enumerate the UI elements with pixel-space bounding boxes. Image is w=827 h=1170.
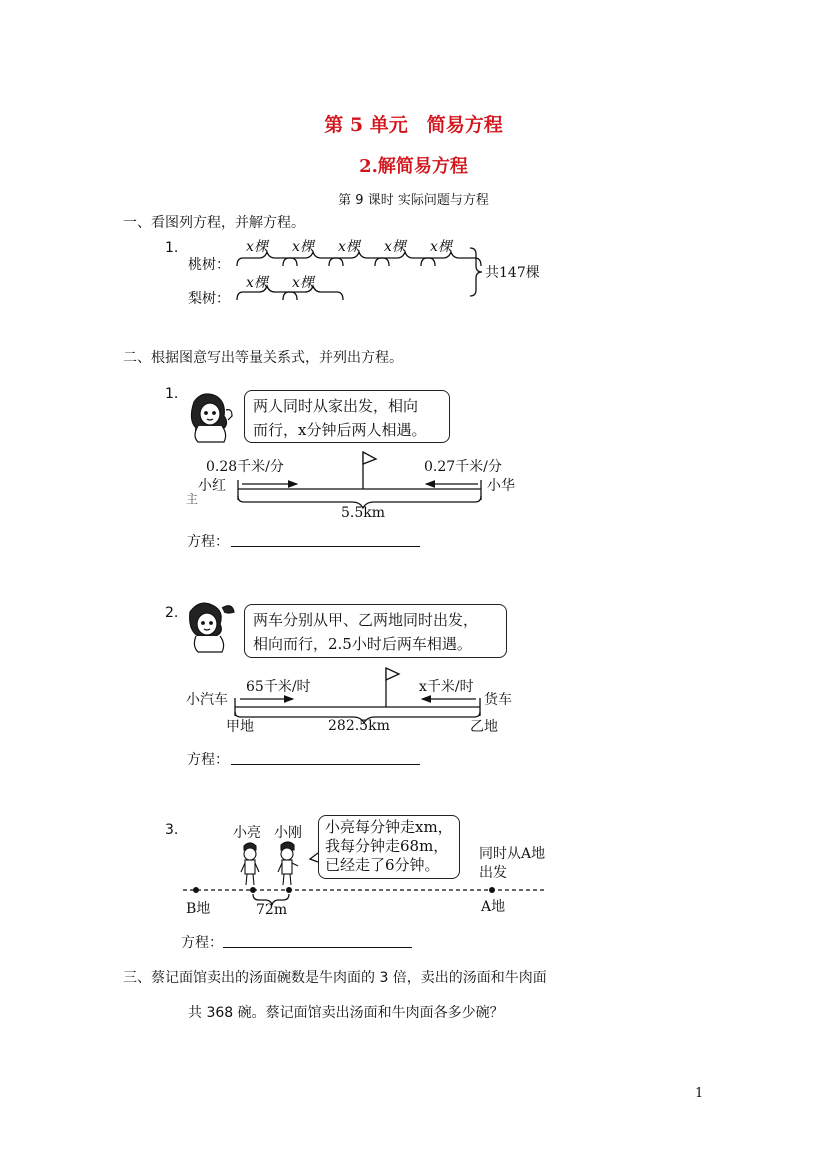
brace-segment [237,252,297,266]
s2-q2-number: 2. [165,605,179,621]
right-place-label: A地 [481,899,506,915]
peach-segment-label: x棵 [246,239,268,255]
peach-segment-label: x棵 [292,239,314,255]
equation-label: 方程： [181,935,223,951]
pear-segment-label: x棵 [292,275,314,291]
unit-title: 第 5 单元 简易方程 [324,114,503,136]
peach-segment-label: x棵 [430,239,452,255]
peach-brace-row [237,252,481,266]
speech-line: 相向而行，2.5小时后两车相遇。 [253,635,472,653]
point-a [489,887,495,893]
peach-segment-label: x棵 [338,239,360,255]
section-2-heading: 二、根据图意写出等量关系式，并列出方程。 [123,350,403,366]
boy-icon [278,842,298,885]
lesson-subtitle: 第 9 课时 实际问题与方程 [338,193,489,208]
section-3-line1: 三、蔡记面馆卖出的汤面碗数是牛肉面的 3 倍，卖出的汤面和牛肉面 [123,970,547,986]
note-line: 出发 [479,865,507,881]
brace-segment [237,286,297,300]
speech-line: 而行，x分钟后两人相遇。 [253,421,427,439]
right-place-label: 乙地 [470,719,498,735]
person-name-label: 小亮 [233,825,261,841]
total-trees-label: 共147棵 [485,265,540,281]
girl-icon [191,394,232,442]
s2-q1-number: 1. [165,386,179,402]
right-person-label: 小华 [487,478,515,494]
right-speed-label: 0.27千米/分 [424,459,502,475]
s2-q3-number: 3. [165,822,179,838]
girl-icon [190,603,234,652]
brace-segment [329,252,389,266]
page-number: 1 [695,1086,704,1101]
left-vehicle-label: 小汽车 [186,692,228,708]
brace-segment [375,252,435,266]
total-brace [470,248,482,296]
pear-tree-label: 梨树： [188,291,230,307]
point-xiaoliang [250,887,256,893]
speech-line: 小亮每分钟走xm， [325,818,453,836]
s1-q1-number: 1. [165,240,179,256]
speech-line: 两车分别从甲、乙两地同时出发， [253,611,479,629]
brace-segment [283,252,343,266]
q2-road-diagram [235,668,480,723]
right-vehicle-label: 货车 [484,692,512,708]
equation-label: 方程： [187,534,229,550]
left-place-label: 甲地 [226,719,254,735]
peach-segment-label: x棵 [384,239,406,255]
point-b [193,887,199,893]
speech-line: 我每分钟走68m， [325,837,449,855]
pear-segment-label: x棵 [246,275,268,291]
right-speed-label: x千米/时 [419,679,474,695]
peach-tree-label: 桃树： [188,257,230,273]
speech-line: 两人同时从家出发，相向 [253,397,419,415]
speech-line: 已经走了6分钟。 [325,856,440,874]
equation-label: 方程： [187,752,229,768]
lesson-title: 2.解简易方程 [359,156,468,177]
gap-label: 72m [256,902,288,918]
person-name-label: 小刚 [274,825,302,841]
left-person-label: 小红 [198,478,226,494]
boy-icon [241,843,259,885]
left-speed-label: 0.28千米/分 [206,459,284,475]
brace-segment [283,286,343,300]
q1-road-diagram [238,452,481,508]
section-3-line2: 共 368 碗。蔡记面馆卖出汤面和牛肉面各多少碗？ [188,1005,504,1021]
section-1-heading: 一、看图列方程，并解方程。 [123,215,305,231]
note-line: 同时从A地 [479,846,546,862]
pear-brace-row [237,286,343,300]
brace-segment [421,252,481,266]
left-speed-label: 65千米/时 [246,679,311,695]
stray-mark: 主 [186,492,199,506]
point-xiaogang [286,887,292,893]
left-place-label: B地 [186,901,211,917]
distance-label: 5.5km [341,505,386,521]
q3-road-diagram [183,853,545,905]
distance-label: 282.5km [328,718,390,734]
